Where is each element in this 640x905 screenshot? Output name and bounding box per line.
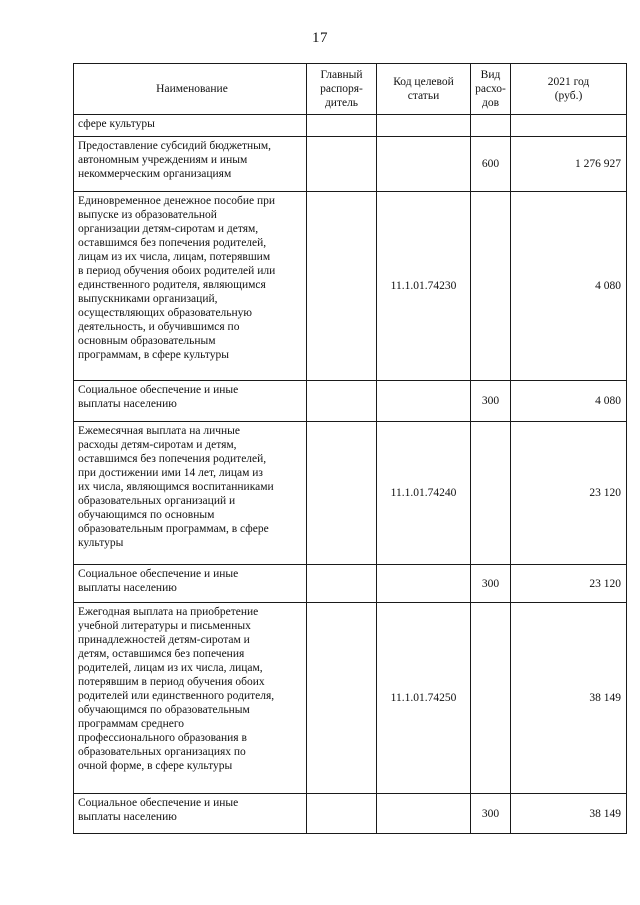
row-name-cell: сфере культуры [74,115,307,137]
row-code-cell [377,137,471,192]
row-code-cell: 11.1.01.74230 [377,192,471,381]
row-code-cell [377,381,471,422]
header-expense-type: Вид расхо- дов [471,64,511,115]
row-admin-cell [307,603,377,794]
table-row [74,603,627,794]
row-amount-cell: 38 149 [511,794,627,834]
table-header-row [74,64,627,115]
row-name-cell: Ежегодная выплата на приобретение учебной литературы и письменных принадлежностей детям-сиротам и детям, оставшимся без попечения родителей, лицам из их числа, лицам, потерявшим в период обучения обоих родителей или единственного родителя, обучающимся по образовательным программам среднего профессионального образования в образовательных организациях по очной форме, в сфере культуры [74,603,307,794]
budget-table [73,63,627,834]
row-type-cell [471,192,511,381]
table-row [74,137,627,192]
row-amount-cell: 23 120 [511,422,627,565]
row-amount-cell: 4 080 [511,192,627,381]
row-amount-cell: 38 149 [511,603,627,794]
row-admin-cell [307,381,377,422]
table-row [74,192,627,381]
table-row [74,115,627,137]
row-code-cell [377,565,471,603]
header-target-code: Код целевой статьи [377,64,471,115]
row-type-cell [471,422,511,565]
row-amount-cell: 4 080 [511,381,627,422]
row-code-cell: 11.1.01.74250 [377,603,471,794]
row-name-cell: Единовременное денежное пособие при выпуске из образовательной организации детям-сиротам и детям, оставшимся без попечения родителей, лицам из их числа, лицам, потерявшим в период обучения обоих родителей или единственного родителя, являющимся выпускниками организаций, осуществляющих образовательную деятельность, и обучившимся по основным образовательным программам, в сфере культуры [74,192,307,381]
row-admin-cell [307,192,377,381]
row-amount-cell: 23 120 [511,565,627,603]
row-admin-cell [307,115,377,137]
header-amount-2021: 2021 год (руб.) [511,64,627,115]
row-name-cell: Предоставление субсидий бюджетным, автономным учреждениям и иным некоммерческим организациям [74,137,307,192]
row-admin-cell [307,422,377,565]
row-amount-cell: 1 276 927 [511,137,627,192]
row-admin-cell [307,565,377,603]
table-row [74,422,627,565]
row-type-cell [471,603,511,794]
row-type-cell: 300 [471,565,511,603]
row-admin-cell [307,794,377,834]
row-admin-cell [307,137,377,192]
row-name-cell: Социальное обеспечение и иные выплаты населению [74,794,307,834]
table-row [74,794,627,834]
row-type-cell: 300 [471,381,511,422]
header-name: Наименование [74,64,307,115]
row-type-cell [471,115,511,137]
row-type-cell: 300 [471,794,511,834]
row-amount-cell [511,115,627,137]
row-name-cell: Социальное обеспечение и иные выплаты населению [74,565,307,603]
row-type-cell: 600 [471,137,511,192]
page-number: 17 [312,30,328,46]
row-code-cell [377,794,471,834]
table-row [74,381,627,422]
header-main-administrator: Главный распоря- дитель [307,64,377,115]
row-name-cell: Социальное обеспечение и иные выплаты населению [74,381,307,422]
row-code-cell: 11.1.01.74240 [377,422,471,565]
row-name-cell: Ежемесячная выплата на личные расходы детям-сиротам и детям, оставшимся без попечения родителей, при достижении ими 14 лет, лицам из их числа, являющимся воспитанниками образовательных организаций и обучающимся по основным образовательным программам, в сфере культуры [74,422,307,565]
table-row [74,565,627,603]
row-code-cell [377,115,471,137]
